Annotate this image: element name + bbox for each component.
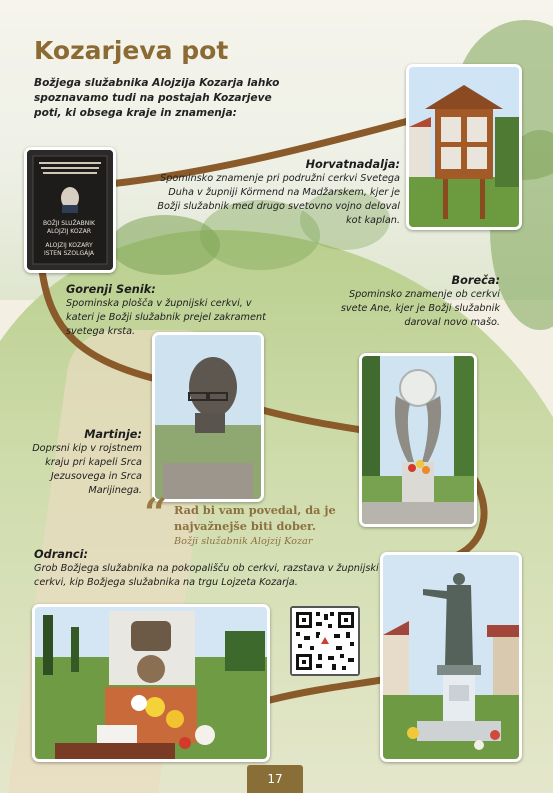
bust-icon	[155, 335, 261, 499]
qr-code-icon	[292, 608, 358, 674]
statue-photo	[380, 552, 522, 762]
station-odranci	[34, 548, 379, 590]
qr-code[interactable]	[290, 606, 360, 676]
station-text: Spominsko znamenje ob cerkvi svete Ane, kjer je Božji služabnik daroval novo mašo.	[340, 289, 500, 328]
plaque-photo	[24, 147, 116, 273]
quote-author: Božji služabnik Alojzij Kozar	[174, 536, 313, 547]
quote-mark-icon: “	[144, 490, 168, 537]
station-name: Odranci:	[34, 548, 89, 561]
wayside-shrine-icon	[409, 67, 519, 227]
grave-photo	[32, 604, 270, 762]
quote-text: Rad bi vam povedal, da je najvažnejše biti dober.	[174, 503, 336, 533]
station-name: Horvatnadalja:	[305, 158, 400, 171]
station-text: Spominska plošča v župnijski cerkvi, v kateri je Božji služabnik prejel zakrament svetega krsta.	[66, 298, 266, 337]
statue-icon	[383, 555, 519, 759]
hands-monument-icon	[362, 356, 474, 524]
station-horvatnadalja	[155, 158, 400, 228]
horvatnadalja-photo	[406, 64, 522, 230]
plaque-line: BOŽJI SLUŽABNIK	[43, 220, 95, 227]
plaque-line: ALOJZIJ KOZAR	[47, 228, 91, 235]
grave-icon	[35, 607, 267, 759]
station-text: Grob Božjega služabnika na pokopališču ob cerkvi, razstava v župnijski cerkvi, kip Božjega služabnika na trgu Lojzeta Kozarja.	[34, 563, 379, 588]
page-number: 17	[247, 765, 303, 793]
bust-photo	[152, 332, 264, 502]
station-name: Martinje:	[84, 428, 142, 441]
station-text: Doprsni kip v rojstnem kraju pri kapeli Srca Jezusovega in Srca Marijinega.	[32, 443, 142, 496]
plaque-line: ALOJZIJ KOZARY	[45, 242, 93, 249]
station-martinje	[22, 428, 142, 498]
station-gorenji-senik	[66, 283, 276, 339]
station-name: Gorenji Senik:	[66, 283, 156, 296]
boreca-photo	[359, 353, 477, 527]
station-boreca	[330, 274, 500, 330]
station-name: Boreča:	[451, 274, 500, 287]
page-title: Kozarjeva pot	[34, 36, 229, 65]
plaque-line: ISTEN SZOLGÁJA	[44, 250, 94, 257]
intro-text: Božjega služabnika Alojzija Kozarja lahko spoznavamo tudi na postajah Kozarjeve poti, ki obsega kraje in znamenja:	[34, 77, 280, 119]
station-text: Spominsko znamenje pri podružni cerkvi Svetega Duha v župniji Körmend na Madžarskem, kjer je Božji služabnik med drugo svetovno vojno deloval kot kaplan.	[157, 173, 400, 226]
